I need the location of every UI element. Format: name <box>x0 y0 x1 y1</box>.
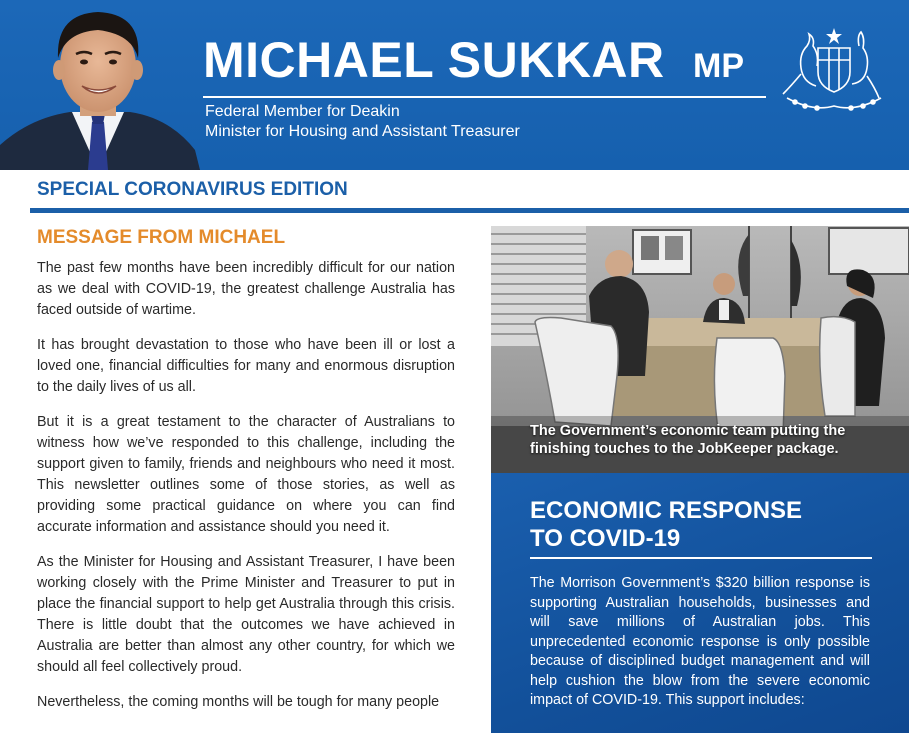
economic-heading-line: TO COVID-19 <box>530 525 681 552</box>
economic-divider <box>530 557 872 559</box>
electorate-title: Federal Member for Deakin <box>205 103 400 120</box>
coat-of-arms-icon <box>773 24 895 114</box>
message-paragraph: But it is a great testament to the character of Australians to witness how we’ve responded to this challenge, including the support given to family, friends and neighbours who need it most. This newsletter outlines some of those stories, as well as providing some practical guidance on where you can find accurate information and assistance should you need it. <box>37 414 455 535</box>
message-paragraph: The past few months have been incredibly difficult for our nation as we deal with COVID-19, the greatest challenge Australia has faced outside of wartime. <box>37 260 455 318</box>
newsletter-header <box>0 0 909 170</box>
ministerial-title: Minister for Housing and Assistant Treasurer <box>205 123 520 140</box>
photo-caption: The Government’s economic team putting the finishing touches to the JobKeeper package. <box>530 423 846 457</box>
message-paragraph: It has brought devastation to those who have been ill or lost a loved one, financial difficulties for many and enormous disruption to the daily lives of us all. <box>37 337 455 395</box>
economic-response-body: The Morrison Government’s $320 billion response is supporting Australian households, businesses and will save millions of Australian jobs. This unprecedented economic response is only possible because of disciplined budget management and will help cushion the blow from the severe economic impact of COVID-19. This support includes: <box>530 575 870 708</box>
header-divider <box>203 96 766 98</box>
message-body <box>37 258 455 727</box>
portrait-photo <box>0 0 200 170</box>
edition-divider <box>30 208 909 213</box>
message-heading: MESSAGE FROM MICHAEL <box>37 227 286 248</box>
member-name: MICHAEL SUKKAR <box>203 32 665 88</box>
economic-response-heading <box>530 497 802 553</box>
message-paragraph: Nevertheless, the coming months will be tough for many people <box>37 694 440 710</box>
economic-response-panel <box>491 473 909 733</box>
member-suffix: MP <box>693 47 744 85</box>
message-paragraph: As the Minister for Housing and Assistant Treasurer, I have been working closely with the Prime Minister and Treasurer to put in place the financial support to help get Australia through this crisis. There is little doubt that the outcomes we have achieved in Australia are better than almost any other country, for which we should all feel collectively proud. <box>37 554 455 675</box>
edition-title: SPECIAL CORONAVIRUS EDITION <box>37 179 348 200</box>
economic-heading-line: ECONOMIC RESPONSE <box>530 497 803 524</box>
